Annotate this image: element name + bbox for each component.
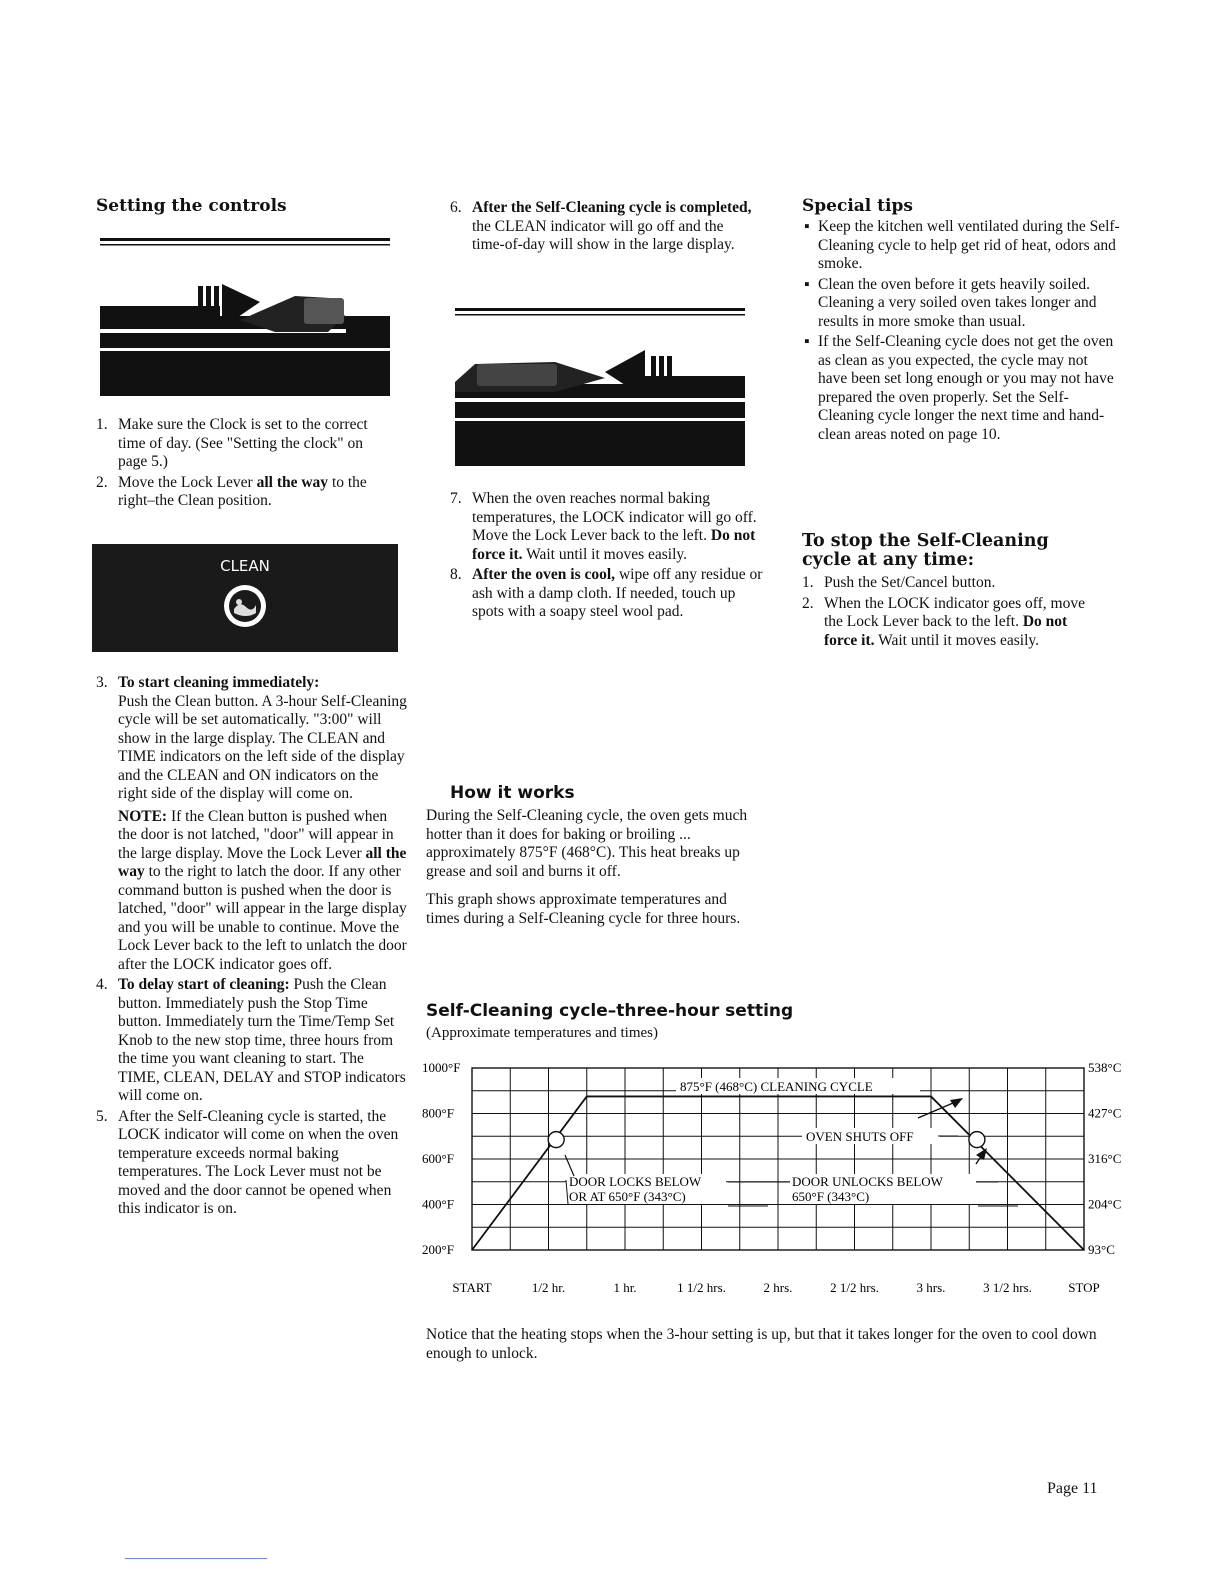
y-tick-label-right: 204°C — [1088, 1196, 1122, 1212]
x-tick-label: START — [452, 1280, 492, 1295]
locks-label-2: OR AT 650°F (343°C) — [569, 1189, 686, 1204]
shutoff-label: OVEN SHUTS OFF — [806, 1129, 914, 1144]
step-1: 1. Make sure the Clock is set to the correct time of day. (See "Setting the clock" on page 5.) — [96, 416, 368, 470]
steps-3-5 — [96, 674, 408, 1219]
step-5: 5. After the Self-Cleaning cycle is started, the LOCK indicator will come on when the oven temperature exceeds normal baking temperatures. The Lock Lever must not be moved and the door cannot be opened when this indicator is on. — [96, 1107, 399, 1217]
heading-setting-controls: Setting the controls — [96, 196, 287, 216]
y-tick-label-right: 316°C — [1088, 1151, 1122, 1166]
step-8: 8. After the oven is cool, wipe off any residue or ash with a damp cloth. If needed, touch up spots with a soapy steel wool pad. — [450, 566, 763, 620]
lock-lever-right-illustration — [100, 236, 392, 398]
x-tick-label: 3 1/2 hrs. — [983, 1280, 1032, 1295]
heading-special-tips: Special tips — [802, 196, 913, 216]
special-tips-list — [802, 218, 1120, 444]
unlocks-label-1: DOOR UNLOCKS BELOW — [792, 1174, 943, 1189]
x-tick-label: 2 1/2 hrs. — [830, 1280, 879, 1295]
x-tick-label: 3 hrs. — [916, 1280, 946, 1295]
clean-button-panel — [92, 544, 398, 652]
clean-button-icon — [222, 583, 268, 629]
x-tick-label: 2 hrs. — [763, 1280, 793, 1295]
x-tick-label: STOP — [1068, 1280, 1100, 1295]
chart-x-ticks — [452, 1280, 1099, 1295]
y-tick-label-left: 200°F — [422, 1242, 454, 1257]
y-tick-label-right: 538°C — [1088, 1060, 1122, 1075]
stop-step-1: 1. Push the Set/Cancel button. — [802, 574, 996, 591]
how-it-works-text — [426, 807, 756, 928]
x-tick-label: 1 hr. — [613, 1280, 637, 1295]
door-lock-marker — [548, 1132, 564, 1148]
chart-right-ticks — [1088, 1060, 1121, 1257]
page-number: Page 11 — [1047, 1480, 1098, 1497]
y-tick-label-right: 93°C — [1088, 1242, 1115, 1257]
y-tick-label-left: 400°F — [422, 1196, 454, 1212]
graph-caption: Notice that the heating stops when the 3-hour setting is up, but that it takes longer for the oven to cool down enough to unlock. — [426, 1326, 1097, 1362]
cycle-label: 875°F (468°C) CLEANING CYCLE — [680, 1079, 873, 1094]
y-tick-label-right: 427°C — [1088, 1105, 1122, 1121]
door-lock-marker — [969, 1132, 985, 1148]
step-2: 2. Move the Lock Lever all the way to the right–the Clean position. — [96, 473, 367, 509]
y-tick-label-left: 1000°F — [422, 1060, 461, 1075]
step-3: 3. To start cleaning immediately: Push the Clean button. A 3-hour Self-Cleaning cycle will be set automatically. "3:00" will show in the large display. The CLEAN and TIME indicators on the left side of the display and the CLEAN and ON indicators on the right side of the display will come on. NOTE: If the Clean button is pushed when the door is not latched, "door" will appear in the large display. Move the Lock Lever all the way to the right to latch the door. If any other command button is pushed when the door is latched, "door" will appear in the large display and you will be unable to continue. Move the Lock Lever back to the left to unlatch the door after the LOCK indicator goes off. — [96, 674, 407, 973]
heading-stop-cycle: To stop the Self-Cleaning cycle at any time: — [802, 531, 1049, 570]
heading-how-it-works: How it works — [450, 783, 575, 803]
y-tick-label-left: 600°F — [422, 1151, 454, 1166]
self-cleaning-chart — [418, 1058, 1138, 1302]
footer-rule — [125, 1558, 267, 1559]
how-paragraph-1: During the Self-Cleaning cycle, the oven gets much hotter than it does for baking or broiling ... approximately 875°F (468°C). This heat breaks up grease and soil and burns it off. — [426, 807, 748, 880]
locks-label-1: DOOR LOCKS BELOW — [569, 1174, 702, 1189]
tip-1: ▪ Keep the kitchen well ventilated during the Self-Cleaning cycle to help get rid of heat, odors and smoke. — [802, 218, 1120, 274]
unlocks-label-2: 650°F (343°C) — [792, 1189, 870, 1204]
step-6: 6. After the Self-Cleaning cycle is completed, the CLEAN indicator will go off and the time-of-day will show in the large display. — [450, 199, 752, 253]
x-tick-label: 1 1/2 hrs. — [677, 1280, 726, 1295]
steps-1-2 — [96, 416, 396, 511]
step-4: 4. To delay start of cleaning: Push the Clean button. Immediately push the Stop Time button. Immediately turn the Time/Temp Set Knob to the new stop time, three hours from the time you want cleaning to start. The TIME, CLEAN, DELAY and STOP indicators will come on. — [96, 976, 406, 1104]
step-7: 7. When the oven reaches normal baking temperatures, the LOCK indicator will go off. Move the Lock Lever back to the left. Do not force it. Wait until it moves easily. — [450, 490, 757, 563]
stop-step-2: 2. When the LOCK indicator goes off, move the Lock Lever back to the left. Do not force it. Wait until it moves easily. — [802, 594, 1085, 649]
chart-left-ticks — [422, 1060, 460, 1257]
stop-steps — [802, 574, 1102, 650]
clean-label: CLEAN — [220, 557, 270, 575]
steps-7-8 — [450, 490, 766, 622]
how-paragraph-2: This graph shows approximate temperatures and times during a Self-Cleaning cycle for three hours. — [426, 891, 741, 927]
lock-lever-left-illustration — [455, 306, 747, 468]
graph-title: Self-Cleaning cycle–three-hour setting — [426, 1001, 794, 1021]
tip-3: ▪ If the Self-Cleaning cycle does not get the oven as clean as you expected, the cycle may not have been set long enough or you may not have prepared the oven properly. Set the Self-Cleaning cycle longer the next time and hand-clean areas noted on page 10. — [802, 333, 1120, 444]
tip-2: ▪ Clean the oven before it gets heavily soiled. Cleaning a very soiled oven takes longer and results in more smoke than usual. — [802, 276, 1120, 332]
graph-subtitle: (Approximate temperatures and times) — [426, 1025, 659, 1041]
y-tick-label-left: 800°F — [422, 1105, 454, 1121]
x-tick-label: 1/2 hr. — [531, 1280, 566, 1295]
